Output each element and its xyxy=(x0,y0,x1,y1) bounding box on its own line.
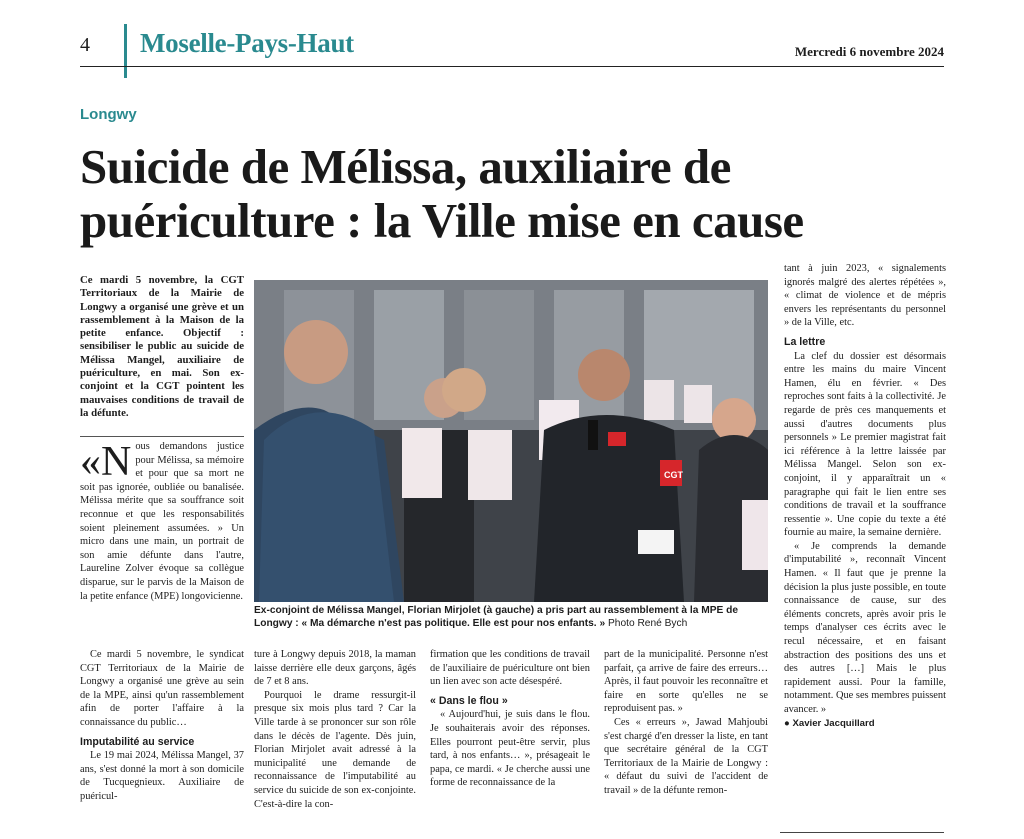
article-column-2 xyxy=(254,648,416,811)
paragraph: ture à Longwy depuis 2018, la maman laisse derrière elle deux garçons, âgés de 7 et 8 ans. xyxy=(254,649,416,688)
paragraph: La clef du dossier est désormais entre les mains du maire Vincent Hamen, élu en février. « Des reproches sont faits à la collectivité. Je regarde de près ces manquements et aussi d'autres documents plus personnels » Le premier magistrat fait ici référence à la lettre laissée par Mélissa Mangel. Selon son ex-conjoint, il y apparaîtrait un « paragraphe qui fait le lien entre ses conditions de travail et la souffrance ressentie ». Une copie du texte a été fournie au maire, la semaine dernière. xyxy=(784,350,946,539)
paragraph: Ces « erreurs », Jawad Mahjoubi s'est chargé d'en dresser la liste, en tant que secrétaire général de la CGT Territoriaux de la Mairie de Longwy : « défaut du suivi de l'accident de travail » de la défunte remon- xyxy=(604,716,768,796)
intro-text: Ce mardi 5 novembre, la CGT Territoriaux de la Mairie de Longwy a organisé une grève et un rassemblement à la Maison de la petite enfance. Objectif : sensibiliser le public au suicide de Mélissa Mangel, auxiliaire de puériculture, en mai. Son ex-conjoint et la CGT pointent les mauvaises conditions de travail de la défunte. xyxy=(80,274,244,419)
paragraph: Le 19 mai 2024, Mélissa Mangel, 37 ans, s'est donné la mort à son domicile de Tucquegnieux. Auxiliaire de puéricul- xyxy=(80,750,244,802)
photo-caption xyxy=(254,604,768,630)
subheading: La lettre xyxy=(784,335,826,348)
article-headline: Suicide de Mélissa, auxiliaire de puériculture : la Ville mise en cause xyxy=(80,139,804,248)
paragraph: « Aujourd'hui, je suis dans le flou. Je souhaiterais avoir des réponses. Elles pourront peut-être servir, plus tard, à nos enfants… », présageait le papa, ce mardi. « Je cherche aussi une forme de reconnaissance de la xyxy=(430,709,590,789)
article-column-3 xyxy=(430,648,590,790)
cgt-badge: CGT xyxy=(664,470,683,480)
subheading: « Dans le flou » xyxy=(430,694,508,707)
paragraph: tant à juin 2023, « signalements ignorés malgré des alertes répétées », « climat de violence et de mépris envers les représentants du personnel » de la Ville, etc. xyxy=(784,263,946,329)
photo-credit: Photo René Bych xyxy=(607,618,688,629)
section-title: Moselle-Pays-Haut xyxy=(140,28,354,58)
article-column-1 xyxy=(80,648,244,804)
article-kicker: Longwy xyxy=(80,106,137,123)
author-name: Xavier Jacquillard xyxy=(792,717,875,729)
article-column-4 xyxy=(604,648,768,798)
intro-divider xyxy=(80,436,244,437)
author-signature: ● Xavier Jacquillard xyxy=(784,717,875,729)
subheading: Imputabilité au service xyxy=(80,735,195,748)
article-column-5 xyxy=(784,262,946,730)
issue-date: Mercredi 6 novembre 2024 xyxy=(794,44,944,59)
drop-quote: «N xyxy=(80,439,132,485)
page-number: 4 xyxy=(80,34,90,56)
rally-photo-illustration xyxy=(254,280,768,602)
quote-paragraph xyxy=(80,440,244,603)
article-intro xyxy=(80,274,244,420)
header-divider xyxy=(124,24,127,78)
paragraph: firmation que les conditions de travail de l'auxiliaire de puériculture ont bien un lien avec son acte désespéré. xyxy=(430,649,590,688)
paragraph: Pourquoi le drame ressurgit-il presque six mois plus tard ? Car la Ville tarde à se prononcer sur son rôle dans le décès de l'agente. Dès juin, Florian Mirjolet avait adressé à la municipalité une demande de reconnaissance de l'imputabilité au service du suicide de son ex-conjointe. C'est-à-dire la con- xyxy=(254,689,416,810)
article-photo xyxy=(254,280,768,602)
paragraph: part de la municipalité. Personne n'est parfait, ça arrive de faire des erreurs… Après, il faut pouvoir les reconnaître et faire en sorte qu'elles ne se reproduisent pas. » xyxy=(604,649,768,715)
footer-rule xyxy=(780,832,944,833)
paragraph: « Je comprends la demande d'imputabilité », reconnaît Vincent Hamen. « Il faut que je prenne la décision la plus juste possible, en toute connaissance de cause, sur des éléments concrets, après avoir pris le temps d'analyser ces écrits avec le recul nécessaire, et en faisant abstraction des positions des uns et des autres […] Mais le plus rapidement aussi. Pour la famille, notamment. Que ses membres puissent avancer. » xyxy=(784,540,946,715)
quote-text: ous demandons justice pour Mélissa, sa mémoire et pour que sa mort ne soit pas ignorée, oubliée ou banalisée. Mélissa mérite que sa souffrance soit reconnue et que les responsabilités soient pleinement assumées. » Un micro dans une main, un portrait de son amie défunte dans l'autre, Laureline Zolver évoque sa collègue disparue, sur le parvis de la Maison de la petite enfance (MPE) longovicienne. xyxy=(80,441,244,602)
header-rule xyxy=(80,66,944,67)
paragraph: Ce mardi 5 novembre, le syndicat CGT Territoriaux de la Mairie de Longwy a organisé une grève au sein de la MPE, ainsi qu'un rassemblement afin de porter l'affaire à la connaissance du public… xyxy=(80,649,244,728)
caption-text: Ex-conjoint de Mélissa Mangel, Florian Mirjolet (à gauche) a pris part au rassemblement à la MPE de Longwy : « Ma démarche n'est pas politique. Elle est pour nos enfants. » xyxy=(254,605,739,629)
